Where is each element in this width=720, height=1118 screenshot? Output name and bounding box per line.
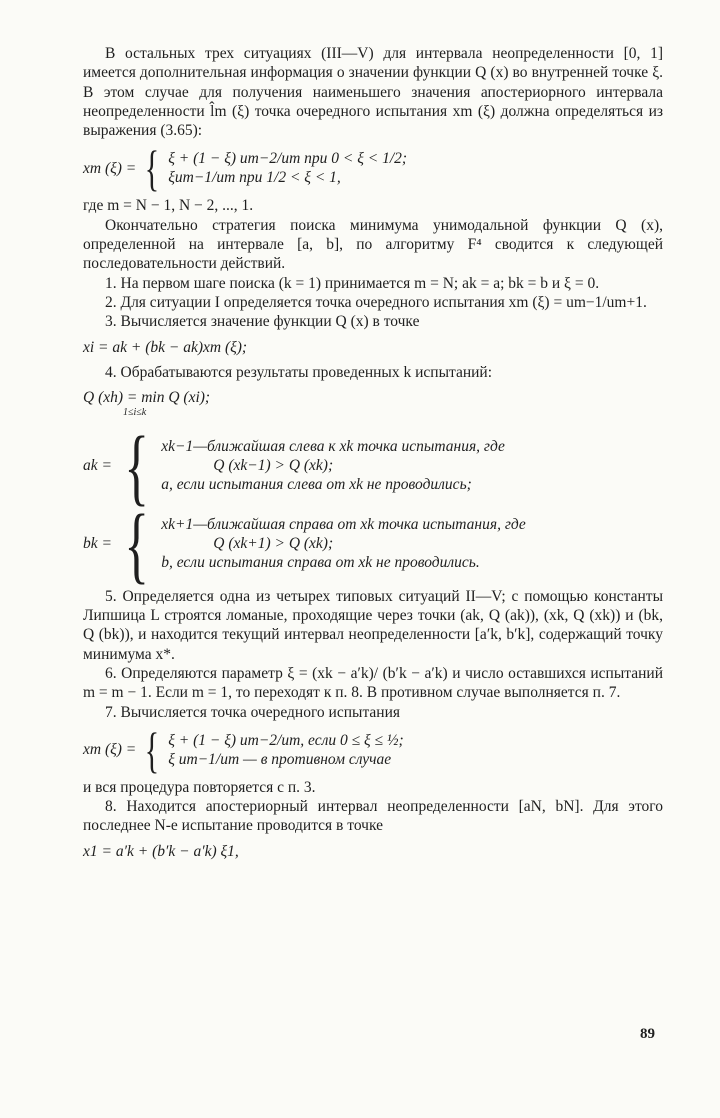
formula-step7-case-2: ξ um−1/um — в противном случае (168, 750, 392, 768)
ak-case-1: xk−1—ближайшая слева к xk точка испытания, где (161, 437, 505, 455)
step-2: 2. Для ситуации I определяется точка очередного испытания xm (ξ) = um−1/um+1. (105, 293, 647, 311)
formula-min-text: Q (xh) = min Q (xi); (83, 389, 211, 407)
ak-case-1-condition: Q (xk−1) > Q (xk); (213, 457, 334, 475)
bk-case-1-condition: Q (xk+1) > Q (xk); (213, 535, 334, 553)
formula-final: x1 = a′k + (b′k − a′k) ξ1, (83, 842, 239, 860)
formula-case-2: ξum−1/um при 1/2 < ξ < 1, (168, 169, 341, 187)
page-number: 89 (640, 1026, 655, 1042)
step-5: 5. Определяется одна из четырех типовых ситуаций II—V; с помощью константы Липшица L строятся ломаные, проходящие через точки (ak, Q (ak)), (xk, Q (xk)) и (bk, Q (bk)), и находится текущий интервал неопределенности [a′k, b′k], содержащий точку минимума x*. (83, 587, 663, 663)
step-3: 3. Вычисляется значение функции Q (x) в точке (105, 313, 420, 331)
page-body (83, 44, 663, 867)
formula-step7-case-1: ξ + (1 − ξ) um−2/um, если 0 ≤ ξ ≤ ½; (168, 731, 404, 749)
formula-label: xm (ξ) = (83, 159, 137, 177)
formula-cases (168, 149, 407, 188)
paragraph-repeat: и вся процедура повторяется с п. 3. (83, 778, 316, 796)
formula-label-step7: xm (ξ) = (83, 741, 137, 759)
formula-ak (83, 417, 663, 514)
step-6: 6. Определяются параметр ξ = (xk − a′k)/ (b′k − a′k) и число оставшихся испытаний m = m − 1. Если m = 1, то переходят к п. 8. В противном случае выполняется п. 7. (83, 664, 663, 702)
paragraph-where: где m = N − 1, N − 2, ..., 1. (83, 197, 254, 215)
formula-bk (83, 495, 663, 592)
formula-xm (83, 140, 663, 197)
step-4: 4. Обрабатываются результаты проведенных k испытаний: (105, 363, 493, 381)
paragraph-strategy: Окончательно стратегия поиска минимума унимодальной функции Q (x), определенной на интервале [a, b], по алгоритму F⁴ сводится к следующей последовательности действий. (83, 216, 663, 273)
brace-icon: { (145, 721, 160, 778)
bk-case-2: b, если испытания справа от xk не проводились. (161, 554, 480, 572)
step-7: 7. Вычисляется точка очередного испытания (105, 703, 400, 721)
step-1: 1. На первом шаге поиска (k = 1) принимается m = N; ak = a; bk = b и ξ = 0. (105, 274, 600, 292)
formula-bk-label: bk = (83, 535, 112, 553)
formula-xm-step7 (83, 721, 663, 778)
formula-cases-step7 (168, 731, 403, 770)
formula-case-1: ξ + (1 − ξ) um−2/um при 0 < ξ < 1/2; (168, 150, 408, 168)
formula-ak-label: ak = (83, 457, 112, 475)
brace-icon: { (124, 417, 149, 514)
ak-case-2: a, если испытания слева от xk не проводились; (161, 476, 472, 494)
step-8: 8. Находится апостериорный интервал неопределенности [aN, bN]. Для этого последнее N-е испытание проводится в точке (83, 798, 663, 835)
formula-xi: xi = ak + (bk − ak)xm (ξ); (83, 338, 248, 356)
brace-icon: { (124, 495, 149, 592)
formula-bk-cases (161, 515, 526, 573)
paragraph-intro: В остальных трех ситуациях (III—V) для интервала неопределенности [0, 1] имеется дополнительная информация о значении функции Q (x) во внутренней точке ξ. В этом случае для получения наименьшего значения апостериорного интервала неопределенности l̂m (ξ) точка очередного испытания xm (ξ) должна определяться из выражения (3.65): (83, 45, 663, 140)
bk-case-1: xk+1—ближайшая справа от xk точка испытания, где (161, 515, 526, 533)
formula-ak-cases (161, 437, 505, 495)
brace-icon: { (145, 140, 160, 197)
formula-min (83, 388, 663, 423)
formula-min-subscript: 1≤i≤k (123, 407, 147, 419)
